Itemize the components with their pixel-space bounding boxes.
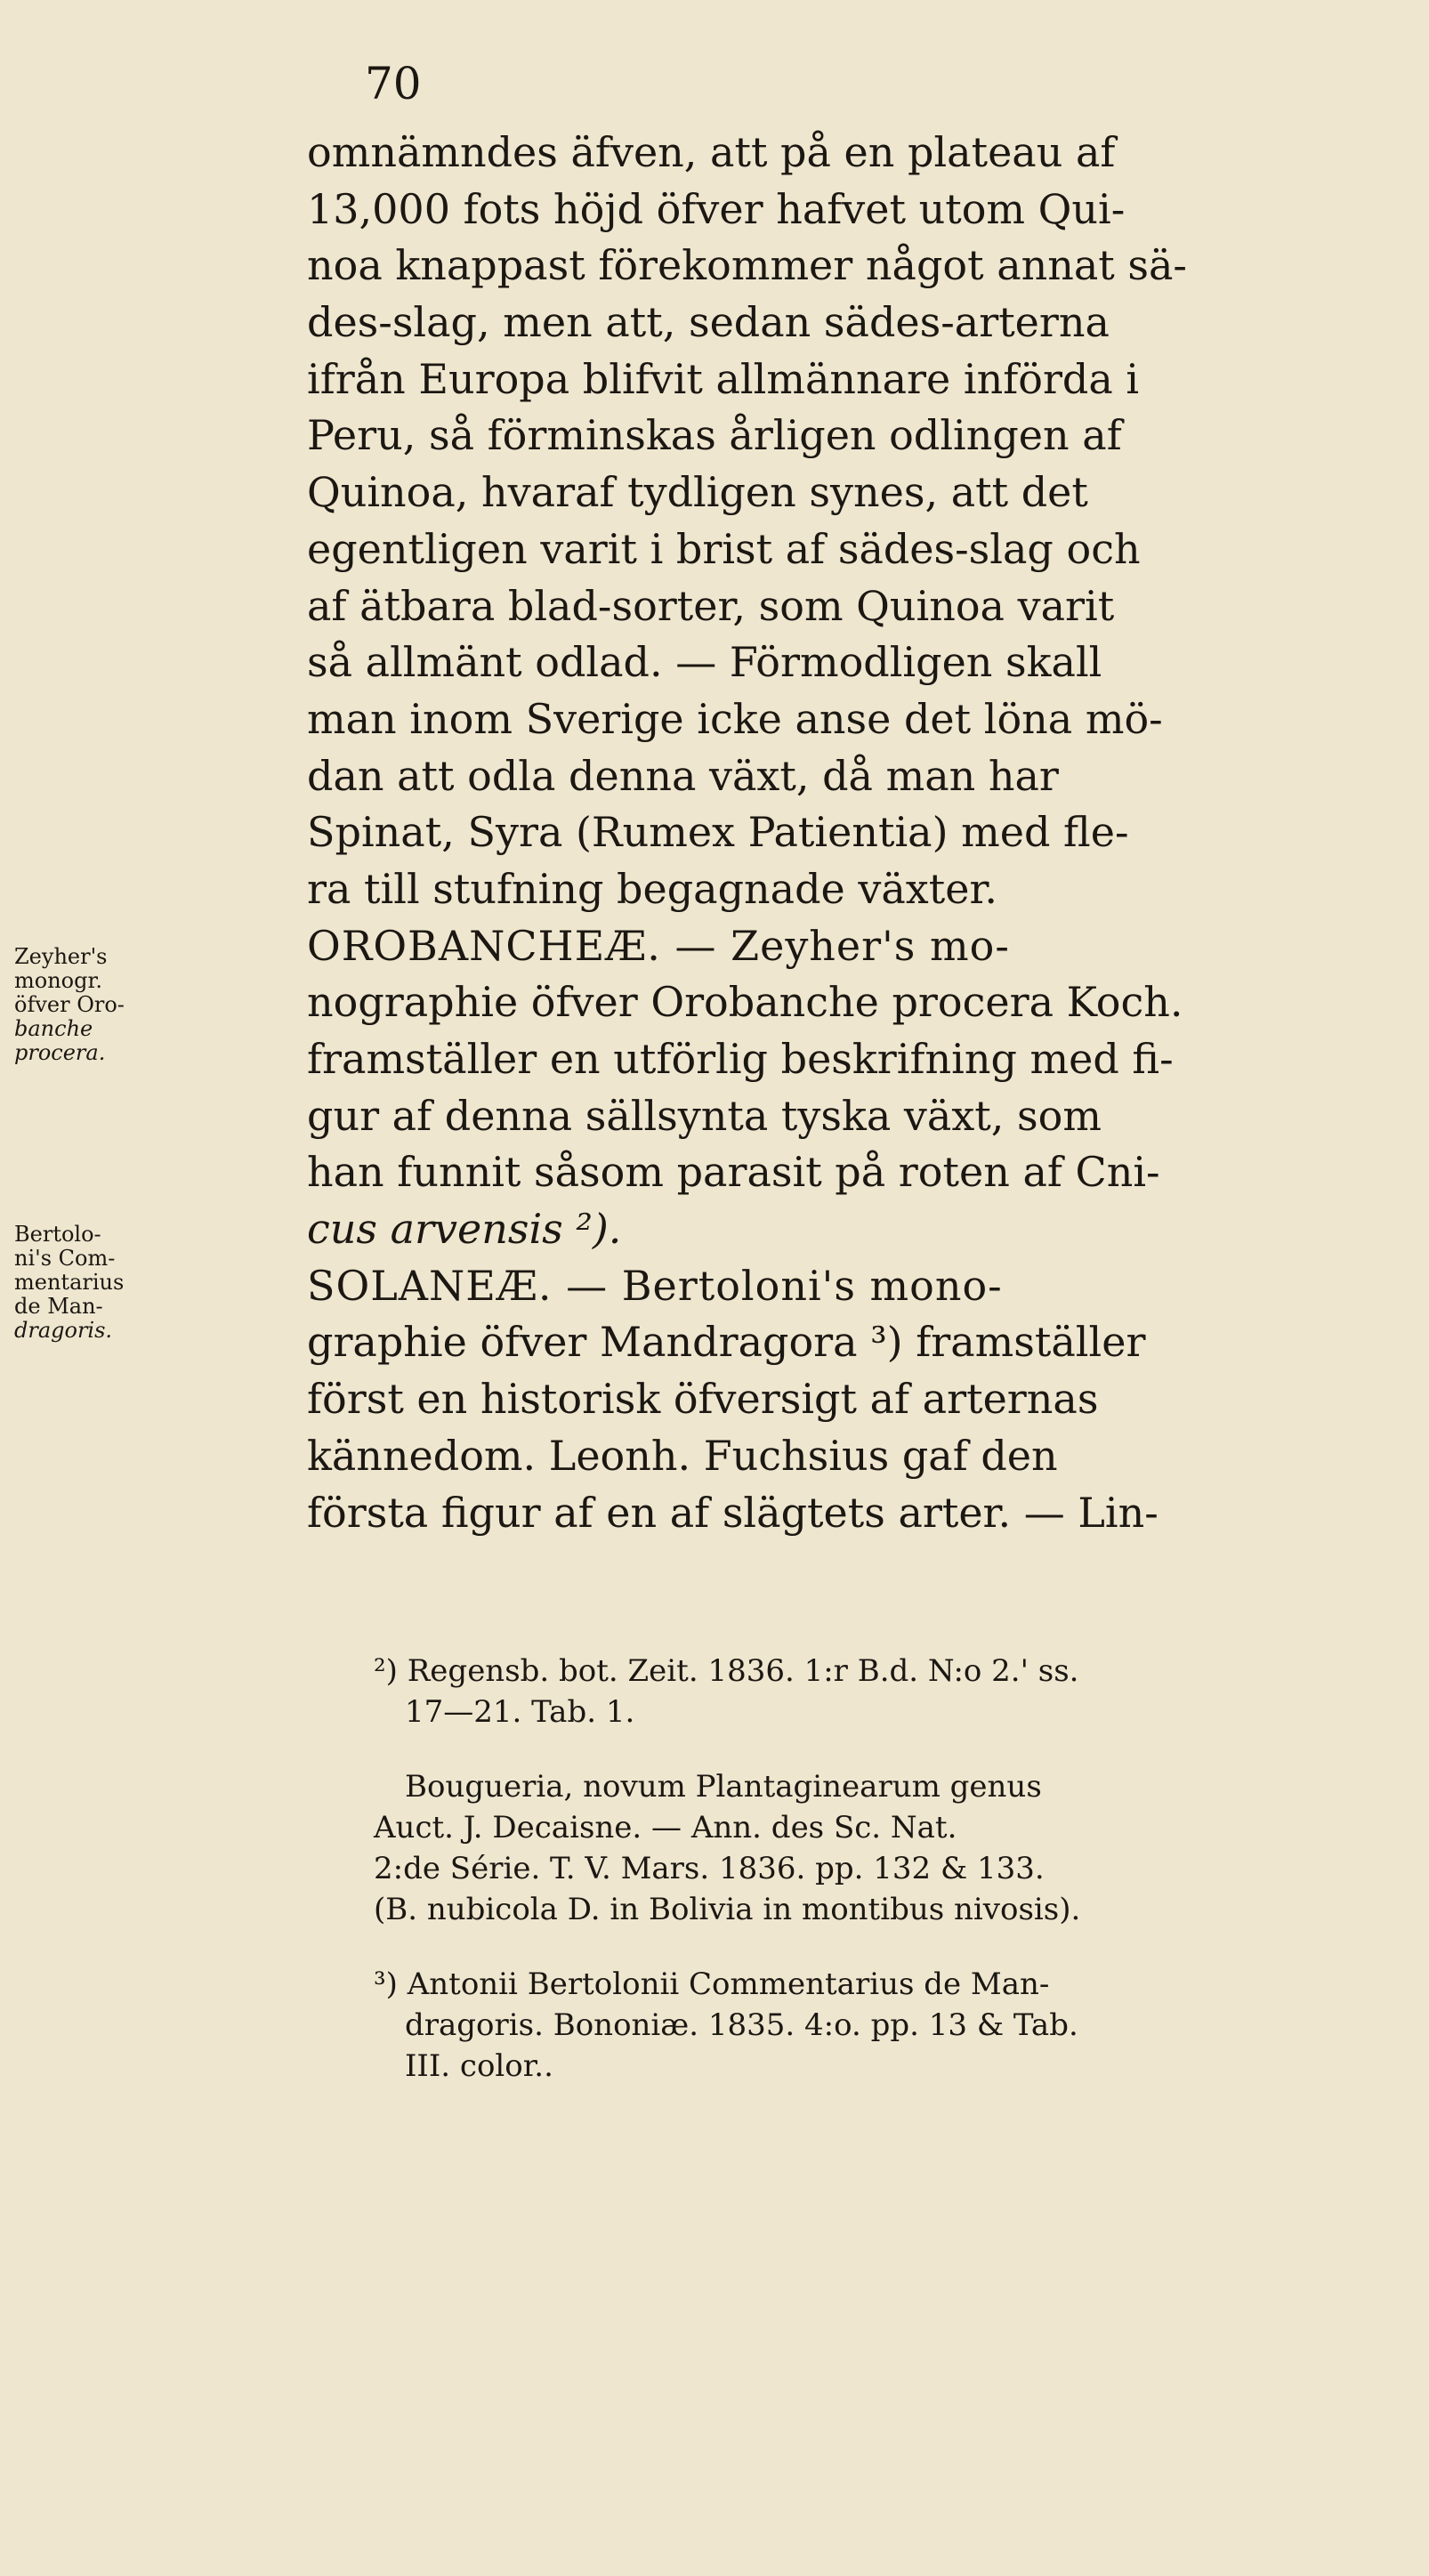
- footnote-line: dragoris. Bononiæ. 1835. 4:o. pp. 13 & Tab.: [405, 2007, 1078, 2043]
- body-line: noa knappast förekommer något annat sä-: [307, 241, 1187, 290]
- footnote-bougueria: [374, 1766, 1370, 1930]
- margin-note-zeyher: [14, 945, 317, 1065]
- margin-note-line: de Man-: [14, 1294, 103, 1319]
- body-line: han funnit såsom parasit på roten af Cni-: [307, 1148, 1160, 1197]
- body-line: 13,000 fots höjd öfver hafvet utom Qui-: [307, 184, 1126, 233]
- body-line: des-slag, men att, sedan sädes-arterna: [307, 298, 1110, 347]
- margin-note-line: öfver Oro-: [14, 992, 125, 1017]
- body-line: första figur af en af slägtets arter. — Lin-: [307, 1488, 1159, 1537]
- body-line: man inom Sverige icke anse det löna mö-: [307, 694, 1163, 743]
- footnote-3: [374, 1964, 1370, 2087]
- body-line: dan att odla denna växt, då man har: [307, 751, 1059, 800]
- margin-note-bertoloni: [14, 1223, 317, 1343]
- body-line: ifrån Europa blifvit allmännare införda i: [307, 354, 1140, 403]
- body-line: kännedom. Leonh. Fuchsius gaf den: [307, 1431, 1058, 1480]
- body-line: först en historisk öfversigt af arternas: [307, 1375, 1099, 1424]
- body-line: framställer en utförlig beskrifning med fi-: [307, 1035, 1174, 1083]
- footnote-2: [374, 1651, 1370, 1732]
- margin-note-line: procera.: [14, 1040, 106, 1065]
- body-line: af ätbara blad-sorter, som Quinoa varit: [307, 581, 1115, 630]
- body-line: omnämndes äfven, att på en plateau af: [307, 128, 1116, 176]
- body-line: gur af denna sällsynta tyska växt, som: [307, 1091, 1102, 1140]
- body-line: så allmänt odlad. — Förmodligen skall: [307, 638, 1102, 687]
- section-heading-solaneae: SOLANEÆ. — Bertoloni's mono-: [307, 1261, 1003, 1310]
- body-line: Peru, så förminskas årligen odlingen af: [307, 411, 1122, 460]
- footnote-line: ²) Regensb. bot. Zeit. 1836. 1:r B.d. N:o 2.' ss.: [374, 1653, 1079, 1689]
- footnote-line: Bougueria, novum Plantaginearum genus: [405, 1769, 1042, 1805]
- page-number: 70: [365, 58, 422, 109]
- margin-note-line: dragoris.: [14, 1318, 113, 1343]
- margin-note-line: banche: [14, 1016, 93, 1041]
- body-line: egentligen varit i brist af sädes-slag och: [307, 524, 1141, 573]
- margin-note-line: monogr.: [14, 968, 102, 993]
- footnote-line: 2:de Série. T. V. Mars. 1836. pp. 132 & 133.: [374, 1851, 1045, 1886]
- body-line: ra till stufning begagnade växter.: [307, 864, 998, 913]
- margin-note-line: ni's Com-: [14, 1246, 116, 1271]
- body-line: Quinoa, hvaraf tydligen synes, att det: [307, 468, 1088, 517]
- footnote-line: (B. nubicola D. in Bolivia in montibus nivosis).: [374, 1892, 1081, 1927]
- body-line: graphie öfver Mandragora ³) framställer: [307, 1318, 1146, 1367]
- footnote-line: Auct. J. Decaisne. — Ann. des Sc. Nat.: [374, 1810, 957, 1845]
- footnote-line: III. color..: [405, 2048, 553, 2084]
- section-heading-orobancheae: OROBANCHEÆ. — Zeyher's mo-: [307, 921, 1010, 970]
- body-line: cus arvensis ²).: [307, 1205, 622, 1254]
- body-text: [307, 125, 1357, 1541]
- footnote-line: ³) Antonii Bertolonii Commentarius de Man-: [374, 1966, 1050, 2002]
- body-line: nographie öfver Orobanche procera Koch.: [307, 978, 1183, 1027]
- margin-note-line: Zeyher's: [14, 944, 108, 969]
- margin-note-line: mentarius: [14, 1270, 125, 1295]
- margin-note-line: Bertolo-: [14, 1222, 101, 1247]
- footnote-line: 17—21. Tab. 1.: [405, 1694, 635, 1730]
- body-line: Spinat, Syra (Rumex Patientia) med fle-: [307, 808, 1129, 857]
- footnotes: [374, 1651, 1370, 2120]
